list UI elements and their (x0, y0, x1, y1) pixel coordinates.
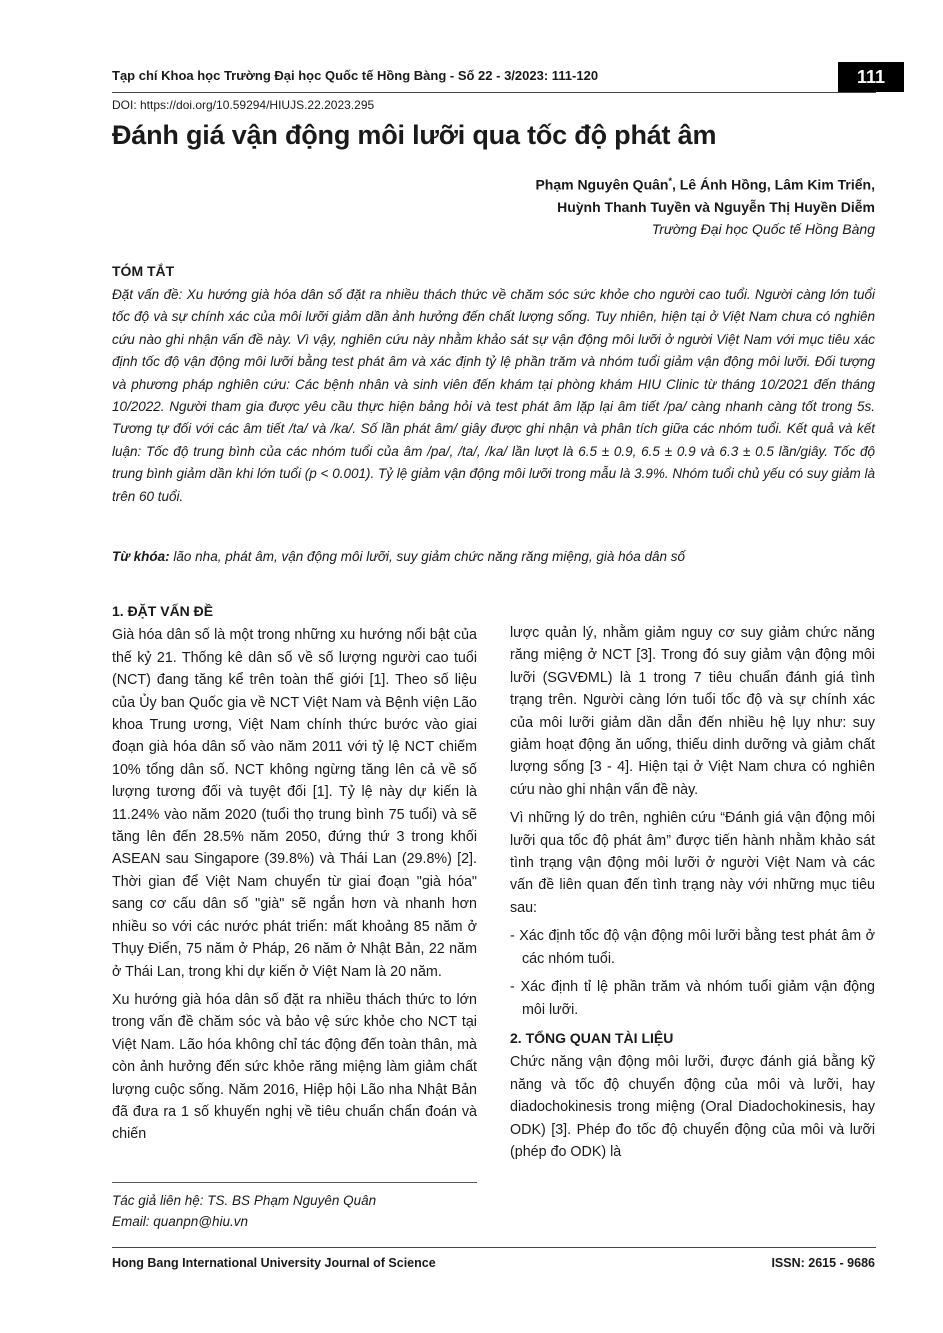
author-block (535, 170, 875, 240)
footer-issn: ISSN: 2615 - 9686 (771, 1256, 875, 1270)
affiliation: Trường Đại học Quốc tế Hồng Bàng (651, 220, 875, 237)
co-authors: , Lê Ánh Hồng, Lâm Kim Triển, (671, 176, 875, 193)
keywords (112, 549, 875, 564)
page-header (112, 62, 886, 92)
header-divider (112, 92, 876, 93)
doi-link[interactable]: DOI: https://doi.org/10.59294/HIUJS.22.2023.295 (112, 98, 375, 112)
abstract-heading: TÓM TẮT (112, 263, 175, 279)
paragraph: Già hóa dân số là một trong những xu hướng nổi bật của thế kỷ 21. Thống kê dân số về số lượng người cao tuổi (NCT) đang tăng kể trên toàn thế giới [1]. Theo số liệu của Ủy ban Quốc gia về NCT Việt Nam và Bệnh viện Lão khoa Trung ương, Việt Nam chính thức bước vào giai đoạn già hóa dân số vào năm 2011 với tỷ lệ NCT chiếm 10% tổng dân số. NCT không ngừng tăng lên cả về số lượng tương đối và tuyệt đối [1]. Tỷ lệ này dự kiến là 11.24% vào năm 2020 (tuổi thọ trung bình 75 tuổi) và sẽ tăng lên đến 28.5% năm 2050, đứng thứ 3 trong khối ASEAN sau Singapore (39.8%) và Thái Lan (29.8%) [2]. Thời gian để Việt Nam chuyển từ giai đoạn "già hóa" sang cơ cấu dân số "già" sẽ ngắn hơn và nhanh hơn nhiều so với các nước phát triển: mất khoảng 85 năm ở Thụy Điển, 75 năm ở Pháp, 26 năm ở Nhật Bản, 22 năm ở Thái Lan, trong khi dự kiến ở Việt Nam là 20 năm. (112, 627, 477, 980)
footer-journal: Hong Bang International University Journal of Science (112, 1256, 436, 1270)
corresponding-author-note: Tác giả liên hệ: TS. BS Phạm Nguyên Quân (112, 1193, 377, 1208)
section-1-heading: 1. ĐẶT VẤN ĐỀ (112, 603, 214, 619)
left-column (112, 600, 477, 1152)
paragraph: lược quản lý, nhằm giảm nguy cơ suy giảm chức năng răng miệng ở NCT [3]. Trong đó suy giảm vận động môi lưỡi (SGVĐML) là 1 trong 7 tiêu chuẩn đánh giá tình trạng trên. Người càng lớn tuổi tốc độ và sự chính xác của môi lưỡi giảm dần dẫn đến nhiều hệ lụy như: suy giảm hoạt động ăn uống, thiếu dinh dưỡng và giảm chất lượng sống [3 - 4]. Hiện tại ở Việt Nam chưa có nghiên cứu nào ghi nhận vấn đề này. (510, 625, 875, 798)
keywords-label: Từ khóa: (112, 549, 170, 564)
journal-title: Tạp chí Khoa học Trường Đại học Quốc tế Hồng Bàng - Số 22 - 3/2023: 111-120 (112, 68, 599, 83)
keywords-text: lão nha, phát âm, vận động môi lưỡi, suy giảm chức năng răng miệng, già hóa dân số (173, 549, 685, 564)
objective-item: - Xác định tốc độ vận động môi lưỡi bằng test phát âm ở các nhóm tuổi. (510, 928, 875, 967)
paragraph: Xu hướng già hóa dân số đặt ra nhiều thách thức to lớn trong vấn đề chăm sóc và bảo vệ sức khỏe cho NCT tại Việt Nam. Lão hóa không chỉ tác động đến toàn thân, mà còn ảnh hưởng đến sức khỏe răng miệng làm giảm chất lượng cuộc sống. Năm 2016, Hiệp hội Lão nha Nhật Bản đã đưa ra 1 số khuyến nghị về tiêu chuẩn chẩn đoán và chiến (112, 991, 477, 1143)
corresponding-mark: * (668, 176, 672, 186)
section-2-heading: 2. TỔNG QUAN TÀI LIỆU (510, 1029, 674, 1046)
author-line-2: Huỳnh Thanh Tuyền và Nguyễn Thị Huyền Diễm (557, 198, 875, 215)
abstract-text: Đặt vấn đề: Xu hướng già hóa dân số đặt ra nhiều thách thức về chăm sóc sức khỏe cho người cao tuổi. Người càng lớn tuổi tốc độ và sự chính xác của môi lưỡi giảm dần ảnh hưởng đến chất lượng sống. Tuy nhiên, hiện tại ở Việt Nam chưa có nghiên cứu nào ghi nhận vấn đề này. Vì vậy, nghiên cứu này nhằm khảo sát sự vận động môi lưỡi ở người Việt Nam với mục tiêu xác định tốc độ vận động môi lưỡi bằng test phát âm và xác định tỷ lệ phần trăm và nhóm tuổi giảm vận động môi lưỡi. Đối tượng và phương pháp nghiên cứu: Các bệnh nhân và sinh viên đến khám tại phòng khám HIU Clinic từ tháng 10/2021 đến tháng 10/2022. Người tham gia được yêu cầu thực hiện bảng hỏi và test phát âm lặp lại âm tiết /pa/ càng nhanh càng tốt trong 5s. Tương tự đối với các âm tiết /ta/ và /ka/. Số lần phát âm/ giây được ghi nhận và phân tích giữa các nhóm tuổi. Kết quả và kết luận: Tốc độ trung bình của các nhóm tuổi của âm /pa/, /ta/, /ka/ lần lượt là 6.5 ± 0.9, 6.5 ± 0.9 và 6.3 ± 0.5 lần/giây. Tốc độ trung bình giảm dần khi lớn tuổi (p < 0.001). Tỷ lệ giảm vận động môi lưỡi trong mẫu là 3.9%. Nhóm tuổi chủ yếu có suy giảm là trên 60 tuổi. (112, 287, 875, 504)
objective-item: - Xác định tỉ lệ phần trăm và nhóm tuổi giảm vận động môi lưỡi. (510, 979, 875, 1018)
corresponding-author: Phạm Nguyên Quân (535, 176, 669, 193)
page-number: 111 (838, 62, 904, 92)
right-column (510, 622, 875, 1169)
paragraph: Vì những lý do trên, nghiên cứu “Đánh giá vận động môi lưỡi qua tốc độ phát âm” được tiến hành nhằm khảo sát tình trạng vận động môi lưỡi ở người Việt Nam và các vấn đề liên quan đến tình trạng này với những mục tiêu sau: (510, 810, 875, 916)
article-title: Đánh giá vận động môi lưỡi qua tốc độ phát âm (112, 120, 717, 150)
paragraph: Chức năng vận động môi lưỡi, được đánh giá bằng kỹ năng và tốc độ chuyển động của môi và lưỡi, hay diadochokinesis trong miệng (Oral Diadochokinesis, hay ODK) [3]. Phép đo tốc độ chuyển động của môi và lưỡi (phép đo ODK) là (510, 1054, 875, 1160)
footer-divider (112, 1247, 876, 1248)
footnote-divider (112, 1182, 477, 1183)
footnote (112, 1190, 376, 1232)
author-line-1 (535, 170, 875, 196)
email-link[interactable]: Email: quanpn@hiu.vn (112, 1214, 249, 1229)
